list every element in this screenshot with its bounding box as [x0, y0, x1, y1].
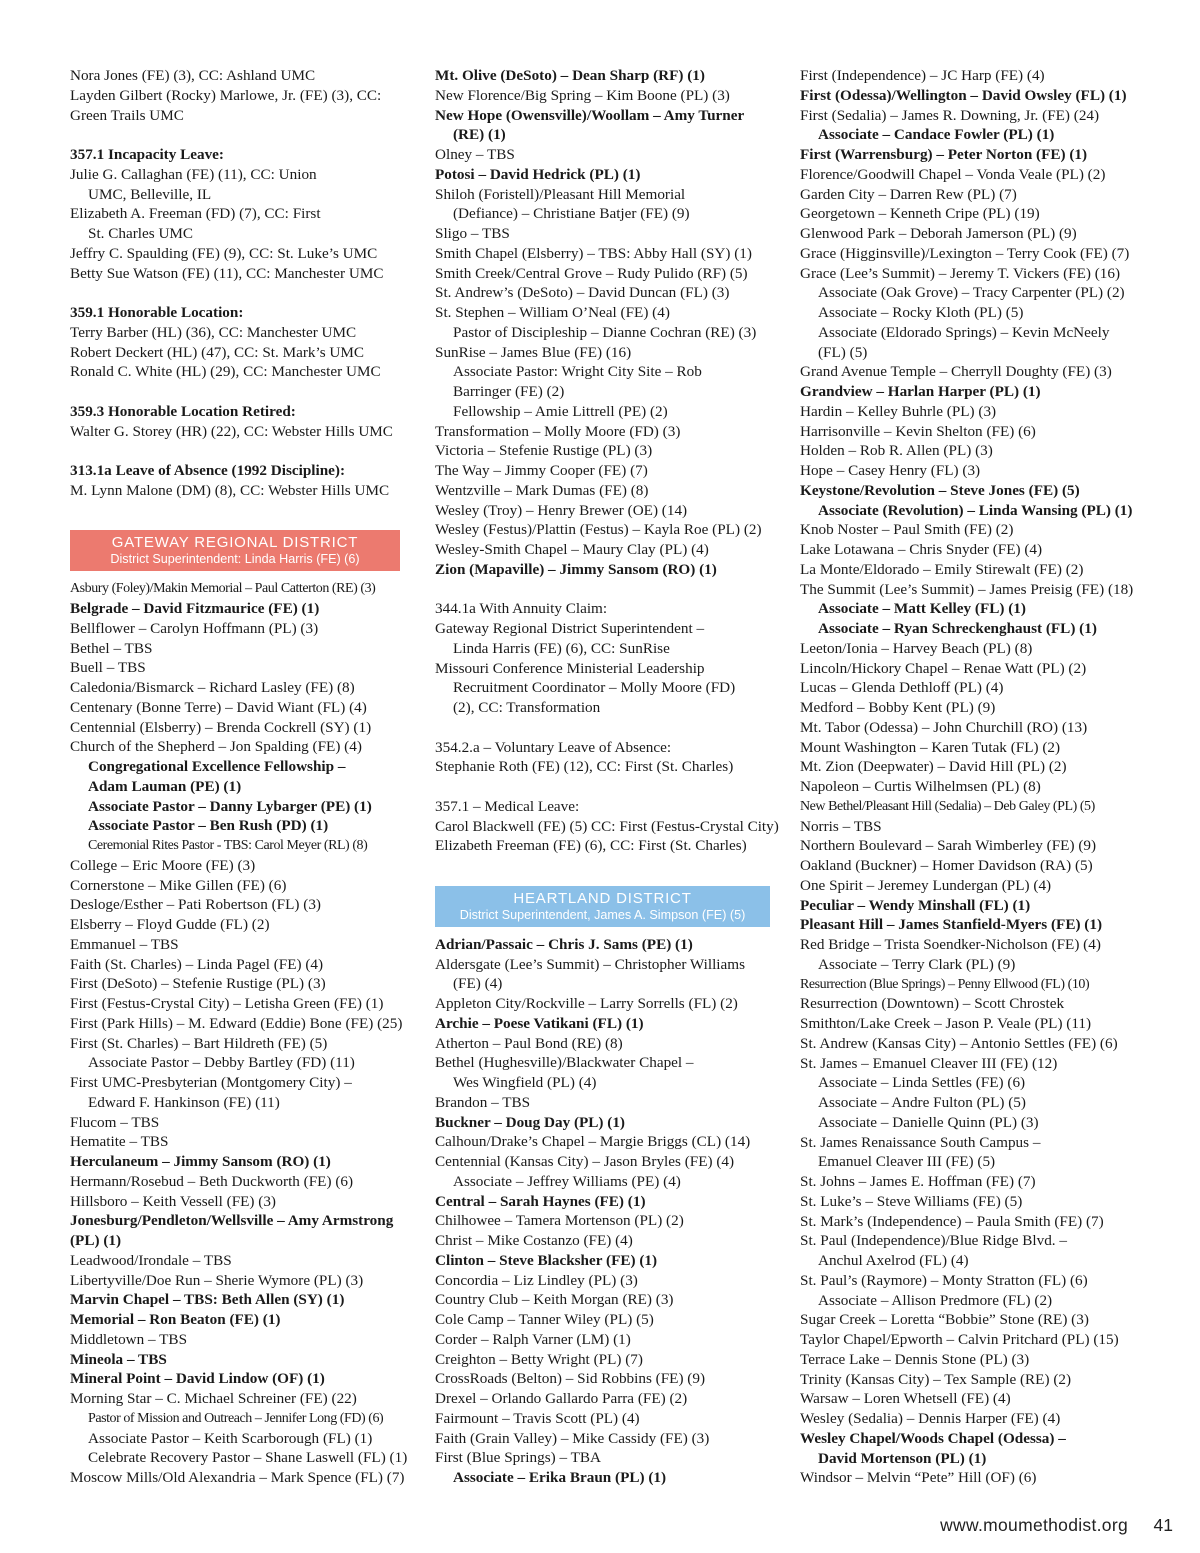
- appointment-line: Grand Avenue Temple – Cherryll Doughty (FE) (3): [800, 363, 1112, 381]
- appointment-line: Wes Wingfield (PL) (4): [453, 1074, 597, 1091]
- appointment-line: New Bethel/Pleasant Hill (Sedalia) – Deb Galey (PL) (5): [800, 798, 1095, 814]
- appointment-line-bold: Marvin Chapel – TBS: Beth Allen (SY) (1): [70, 1291, 345, 1309]
- appointment-line-bold: Associate – Candace Fowler (PL) (1): [818, 126, 1055, 144]
- column-middle: [435, 66, 779, 1488]
- appointment-line: Lucas – Glenda Dethloff (PL) (4): [800, 679, 1004, 697]
- appointment-line: Leadwood/Irondale – TBS: [70, 1251, 232, 1269]
- column-left: [70, 66, 408, 1488]
- appointment-line: Morning Star – C. Michael Schreiner (FE) (22): [70, 1390, 357, 1407]
- appointment-line: Associate – Danielle Quinn (PL) (3): [818, 1113, 1039, 1131]
- appointment-line-bold: Associate Pastor – Ben Rush (PD) (1): [88, 817, 329, 835]
- appointment-line: UMC, Belleville, IL: [88, 185, 212, 203]
- appointment-line: Associate – Linda Settles (FE) (6): [818, 1074, 1026, 1092]
- appointment-line: Edward F. Hankinson (FE) (11): [88, 1093, 280, 1111]
- appointment-line: Leeton/Ionia – Harvey Beach (PL) (8): [800, 639, 1033, 657]
- appointment-line: Creighton – Betty Wright (PL) (7): [435, 1350, 643, 1368]
- spacer: [435, 856, 770, 876]
- appointment-line: Cole Camp – Tanner Wiley (PL) (5): [435, 1311, 654, 1328]
- appointment-line: Atherton – Paul Bond (RE) (8): [435, 1034, 623, 1052]
- appointment-line: St. James Renaissance South Campus –: [800, 1133, 1041, 1151]
- appointment-line-bold: Potosi – David Hedrick (PL) (1): [435, 165, 641, 183]
- appointment-line: (2), CC: Transformation: [453, 699, 601, 716]
- appointment-line: (Defiance) – Christiane Batjer (FE) (9): [453, 205, 690, 223]
- appointment-line-bold: Associate – Ryan Schreckenghaust (FL) (1): [818, 620, 1097, 637]
- appointment-line: Glenwood Park – Deborah Jamerson (PL) (9): [800, 225, 1077, 242]
- appointment-line-bold: Pleasant Hill – James Stanfield-Myers (FE) (1): [800, 916, 1103, 934]
- appointment-line: Associate (Oak Grove) – Tracy Carpenter (PL) (2): [818, 284, 1125, 302]
- district-banner: [70, 530, 400, 571]
- appointment-line: The Way – Jimmy Cooper (FE) (7): [435, 462, 648, 479]
- appointment-line: Brandon – TBS: [435, 1093, 531, 1111]
- appointment-line: Ceremonial Rites Pastor - TBS: Carol Meyer (RL) (8): [88, 838, 368, 853]
- appointment-line: Associate – Andre Fulton (PL) (5): [818, 1094, 1026, 1111]
- appointment-line: CrossRoads (Belton) – Sid Robbins (FE) (9): [435, 1370, 706, 1388]
- appointment-line: Chilhowee – Tamera Mortenson (PL) (2): [435, 1212, 684, 1230]
- appointment-line: Associate – Rocky Kloth (PL) (5): [818, 304, 1024, 321]
- appointment-line: Trinity (Kansas City) – Tex Sample (RE) (2): [800, 1370, 1072, 1388]
- appointment-line: Hope – Casey Henry (FL) (3): [800, 462, 981, 479]
- appointment-line: First (Festus-Crystal City) – Letisha Green (FE) (1): [70, 995, 384, 1012]
- appointment-line: St. Paul (Independence)/Blue Ridge Blvd. –: [800, 1232, 1067, 1250]
- appointment-line-bold: Mt. Olive (DeSoto) – Dean Sharp (RF) (1): [435, 67, 705, 84]
- appointment-line: Layden Gilbert (Rocky) Marlowe, Jr. (FE) (3), CC:: [70, 86, 382, 104]
- appointment-line: Barringer (FE) (2): [453, 383, 565, 400]
- appointment-line: Victoria – Stefenie Rustige (PL) (3): [435, 442, 653, 460]
- appointment-line: La Monte/Eldorado – Emily Stirewalt (FE) (2): [800, 560, 1084, 578]
- appointment-line: Missouri Conference Ministerial Leadership: [435, 659, 705, 677]
- appointment-line: Olney – TBS: [435, 146, 515, 163]
- appointment-line-bold: Zion (Mapaville) – Jimmy Sansom (RO) (1): [435, 560, 717, 578]
- appointment-line-bold: New Hope (Owensville)/Woollam – Amy Turner: [435, 106, 745, 124]
- appointment-line: Hematite – TBS: [70, 1133, 169, 1151]
- appointment-line: (FL) (5): [818, 343, 868, 361]
- appointment-line: St. Stephen – William O’Neal (FE) (4): [435, 304, 670, 321]
- appointment-line: St. Andrew’s (DeSoto) – David Duncan (FL) (3): [435, 284, 730, 302]
- appointment-line: St. Mark’s (Independence) – Paula Smith (FE) (7): [800, 1212, 1104, 1230]
- appointment-line: First (Independence) – JC Harp (FE) (4): [800, 67, 1045, 84]
- appointment-line: Lincoln/Hickory Chapel – Renae Watt (PL) (2): [800, 659, 1087, 677]
- appointment-line: Resurrection (Blue Springs) – Penny Ellwood (FL) (10): [800, 976, 1090, 992]
- appointment-line: St. Charles UMC: [88, 225, 194, 242]
- appointment-line: Harrisonville – Kevin Shelton (FE) (6): [800, 422, 1036, 440]
- appointment-line: Oakland (Buckner) – Homer Davidson (RA) (5): [800, 857, 1093, 874]
- appointment-line: Grace (Lee’s Summit) – Jeremy T. Vickers (FE) (16): [800, 264, 1121, 282]
- appointment-line: Wesley-Smith Chapel – Maury Clay (PL) (4): [435, 541, 709, 558]
- appointment-line: The Summit (Lee’s Summit) – James Preisig (FE) (18): [800, 580, 1134, 598]
- appointment-line: Hermann/Rosebud – Beth Duckworth (FE) (6): [70, 1172, 354, 1190]
- appointment-line: Mt. Zion (Deepwater) – David Hill (PL) (2): [800, 758, 1067, 776]
- appointment-line: First (St. Charles) – Bart Hildreth (FE) (5): [70, 1034, 328, 1052]
- appointment-line: Elsberry – Floyd Gudde (FL) (2): [70, 916, 270, 933]
- appointment-line: Wesley (Troy) – Henry Brewer (OE) (14): [435, 501, 688, 519]
- appointment-line: Lake Lotawana – Chris Snyder (FE) (4): [800, 541, 1043, 558]
- appointment-line: Church of the Shepherd – Jon Spalding (FE) (4): [70, 738, 362, 756]
- spacer: [435, 718, 770, 738]
- appointment-line: Anchul Axelrod (FL) (4): [818, 1252, 969, 1269]
- appointment-line: Taylor Chapel/Epworth – Calvin Pritchard (PL) (15): [800, 1331, 1119, 1348]
- appointment-line: Robert Deckert (HL) (47), CC: St. Mark’s UMC: [70, 343, 365, 361]
- appointment-line: Carol Blackwell (FE) (5) CC: First (Festus-Crystal City): [435, 817, 779, 835]
- appointment-line: Pastor of Mission and Outreach – Jennifer Long (FD) (6): [88, 1410, 384, 1426]
- appointment-line: 344.1a With Annuity Claim:: [435, 600, 608, 618]
- appointment-line: (FE) (4): [453, 975, 503, 993]
- appointment-line-bold: First (Warrensburg) – Peter Norton (FE) (1): [800, 146, 1088, 163]
- appointment-line: Georgetown – Kenneth Cripe (PL) (19): [800, 205, 1040, 223]
- appointment-line: Associate (Eldorado Springs) – Kevin McNeely: [818, 323, 1110, 341]
- appointment-line: Country Club – Keith Morgan (RE) (3): [435, 1291, 674, 1309]
- appointment-line: Red Bridge – Trista Soendker-Nicholson (FE) (4): [800, 936, 1101, 953]
- appointment-line-bold: Adrian/Passaic – Chris J. Sams (PE) (1): [435, 935, 693, 953]
- appointment-line: Green Trails UMC: [70, 106, 184, 124]
- appointment-line-bold: Congregational Excellence Fellowship –: [88, 758, 346, 775]
- appointment-line: Wesley (Sedalia) – Dennis Harper (FE) (4): [800, 1410, 1061, 1427]
- appointment-line: Medford – Bobby Kent (PL) (9): [800, 699, 996, 716]
- appointment-line: Libertyville/Doe Run – Sherie Wymore (PL) (3): [70, 1271, 364, 1289]
- appointment-line-bold: Memorial – Ron Beaton (FE) (1): [70, 1311, 281, 1328]
- appointment-line: Emanuel Cleaver III (FE) (5): [818, 1153, 996, 1171]
- appointment-line: Bethel (Hughesville)/Blackwater Chapel –: [435, 1054, 694, 1072]
- spacer: [70, 125, 400, 145]
- appointment-line: Bethel – TBS: [70, 639, 153, 657]
- appointment-line: Asbury (Foley)/Makin Memorial – Paul Catterton (RE) (3): [70, 581, 376, 597]
- appointment-line: Napoleon – Curtis Wilhelmsen (PL) (8): [800, 778, 1041, 795]
- appointment-line: Centenary (Bonne Terre) – David Wiant (FL) (4): [70, 698, 367, 716]
- appointment-line-bold: Clinton – Steve Blacksher (FE) (1): [435, 1251, 658, 1269]
- appointment-line: Buell – TBS: [70, 659, 146, 677]
- district-banner: [435, 886, 770, 927]
- appointment-line: Drexel – Orlando Gallardo Parra (FE) (2): [435, 1390, 688, 1407]
- appointment-line: Faith (St. Charles) – Linda Pagel (FE) (4): [70, 955, 324, 973]
- appointment-line: First (DeSoto) – Stefenie Rustige (PL) (3): [70, 975, 326, 993]
- appointment-line: First UMC-Presbyterian (Montgomery City) –: [70, 1074, 352, 1091]
- appointment-line: Stephanie Roth (FE) (12), CC: First (St. Charles): [435, 758, 734, 776]
- spacer: [435, 580, 770, 600]
- appointment-line-bold: Archie – Poese Vatikani (FL) (1): [435, 1014, 644, 1032]
- footer-url[interactable]: www.moumethodist.org: [940, 1515, 1128, 1535]
- appointment-line-bold: Central – Sarah Haynes (FE) (1): [435, 1192, 646, 1210]
- appointment-line: Jeffry C. Spaulding (FE) (9), CC: St. Luke’s UMC: [70, 244, 378, 262]
- appointment-line: Elizabeth A. Freeman (FD) (7), CC: First: [70, 205, 321, 223]
- appointment-line: Bellflower – Carolyn Hoffmann (PL) (3): [70, 619, 319, 637]
- appointment-line: Christ – Mike Costanzo (FE) (4): [435, 1232, 633, 1249]
- appointment-line: Hillsboro – Keith Vessell (FE) (3): [70, 1192, 276, 1210]
- appointment-line: M. Lynn Malone (DM) (8), CC: Webster Hills UMC: [70, 481, 390, 499]
- appointment-line-bold: Associate Pastor – Danny Lybarger (PE) (1): [88, 797, 372, 815]
- appointment-line: New Florence/Big Spring – Kim Boone (PL) (3): [435, 86, 730, 104]
- appointment-line: Corder – Ralph Varner (LM) (1): [435, 1330, 631, 1348]
- appointment-line: 357.1 – Medical Leave:: [435, 797, 580, 815]
- appointment-line: St. Andrew (Kansas City) – Antonio Settles (FE) (6): [800, 1034, 1118, 1052]
- appointment-line: St. James – Emanuel Cleaver III (FE) (12): [800, 1054, 1058, 1072]
- appointment-line: Centennial (Kansas City) – Jason Bryles (FE) (4): [435, 1153, 735, 1170]
- appointment-line: Sugar Creek – Loretta “Bobbie” Stone (RE) (3): [800, 1311, 1089, 1329]
- appointment-line: Fellowship – Amie Littrell (PE) (2): [453, 402, 668, 420]
- appointment-line: Windsor – Melvin “Pete” Hill (OF) (6): [800, 1469, 1037, 1487]
- appointment-line: Pastor of Discipleship – Dianne Cochran (RE) (3): [453, 323, 757, 341]
- appointment-line: St. Luke’s – Steve Williams (FE) (5): [800, 1192, 1023, 1210]
- appointment-line: Garden City – Darren Rew (PL) (7): [800, 185, 1017, 203]
- appointment-line: Smith Creek/Central Grove – Rudy Pulido (RF) (5): [435, 264, 748, 282]
- appointment-line: Faith (Grain Valley) – Mike Cassidy (FE) (3): [435, 1429, 710, 1447]
- appointment-line: Celebrate Recovery Pastor – Shane Laswell (FL) (1): [88, 1449, 408, 1467]
- appointment-line: Desloge/Esther – Pati Robertson (FL) (3): [70, 896, 321, 914]
- appointment-line: Cornerstone – Mike Gillen (FE) (6): [70, 876, 287, 894]
- appointment-line-bold: Keystone/Revolution – Steve Jones (FE) (5): [800, 481, 1080, 499]
- appointment-line: College – Eric Moore (FE) (3): [70, 856, 256, 874]
- appointment-line-bold: Jonesburg/Pendleton/Wellsville – Amy Armstrong: [70, 1212, 394, 1230]
- appointment-line: Hardin – Kelley Buhrle (PL) (3): [800, 402, 997, 420]
- appointment-line: Resurrection (Downtown) – Scott Chrostek: [800, 995, 1065, 1013]
- appointment-line: Nora Jones (FE) (3), CC: Ashland UMC: [70, 67, 316, 84]
- appointment-line: Sligo – TBS: [435, 225, 510, 242]
- appointment-line: Linda Harris (FE) (6), CC: SunRise: [453, 639, 670, 657]
- appointment-line: Gateway Regional District Superintendent –: [435, 620, 705, 637]
- appointment-line: Associate Pastor – Debby Bartley (FD) (11): [88, 1054, 355, 1072]
- district-banner-title: GATEWAY REGIONAL DISTRICT: [111, 534, 359, 552]
- appointment-line: Betty Sue Watson (FE) (11), CC: Manchester UMC: [70, 264, 384, 282]
- appointment-line-bold: (PL) (1): [70, 1232, 122, 1249]
- spacer: [70, 501, 400, 521]
- appointment-line: Recruitment Coordinator – Molly Moore (FD): [453, 679, 736, 697]
- appointment-line: 354.2.a – Voluntary Leave of Absence:: [435, 738, 672, 756]
- appointment-line: Moscow Mills/Old Alexandria – Mark Spence (FL) (7): [70, 1469, 405, 1486]
- appointment-line: Associate – Terry Clark (PL) (9): [818, 955, 1016, 973]
- appointment-line: Florence/Goodwill Chapel – Vonda Veale (PL) (2): [800, 165, 1106, 183]
- appointment-line: First (Park Hills) – M. Edward (Eddie) Bone (FE) (25): [70, 1014, 403, 1032]
- spacer: [70, 283, 400, 303]
- appointment-line-bold: Adam Lauman (PE) (1): [88, 777, 242, 795]
- district-banner-title: HEARTLAND DISTRICT: [513, 889, 692, 907]
- appointment-line-bold: Wesley Chapel/Woods Chapel (Odessa) –: [800, 1429, 1066, 1447]
- appointment-line: Walter G. Storey (HR) (22), CC: Webster Hills UMC: [70, 422, 393, 440]
- appointment-line-bold: Belgrade – David Fitzmaurice (FE) (1): [70, 600, 320, 617]
- appointment-line: Concordia – Liz Lindley (PL) (3): [435, 1271, 638, 1289]
- appointment-line: Centennial (Elsberry) – Brenda Cockrell (SY) (1): [70, 718, 372, 736]
- appointment-line: Elizabeth Freeman (FE) (6), CC: First (St. Charles): [435, 837, 747, 855]
- appointment-line-bold: (RE) (1): [453, 126, 506, 144]
- column-right: [800, 66, 1140, 1488]
- appointment-line: Fairmount – Travis Scott (PL) (4): [435, 1409, 640, 1427]
- spacer: [70, 382, 400, 402]
- spacer: [70, 441, 400, 461]
- appointment-line-bold: Herculaneum – Jimmy Sansom (RO) (1): [70, 1153, 331, 1170]
- appointment-line-bold: Associate – Matt Kelley (FL) (1): [818, 600, 1026, 618]
- appointment-line: St. Paul’s (Raymore) – Monty Stratton (FL) (6): [800, 1271, 1088, 1289]
- appointment-line: Warsaw – Loren Whetsell (FE) (4): [800, 1390, 1011, 1408]
- appointment-line: Wentzville – Mark Dumas (FE) (8): [435, 481, 649, 499]
- appointment-line-bold: Peculiar – Wendy Minshall (FL) (1): [800, 896, 1031, 914]
- appointment-line: First (Blue Springs) – TBA: [435, 1449, 601, 1467]
- appointment-line-bold: Associate – Erika Braun (PL) (1): [453, 1469, 667, 1486]
- appointment-line-bold: Grandview – Harlan Harper (PL) (1): [800, 383, 1041, 400]
- appointment-line-bold: Mineral Point – David Lindow (OF) (1): [70, 1370, 325, 1388]
- appointment-line-bold: David Mortenson (PL) (1): [818, 1449, 987, 1467]
- appointment-line: First (Sedalia) – James R. Downing, Jr. (FE) (24): [800, 106, 1100, 124]
- appointment-line: Shiloh (Foristell)/Pleasant Hill Memorial: [435, 185, 686, 203]
- spacer: [435, 777, 770, 797]
- appointment-line: Mount Washington – Karen Tutak (FL) (2): [800, 738, 1061, 756]
- appointment-line: Northern Boulevard – Sarah Wimberley (FE) (9): [800, 837, 1097, 855]
- appointment-line: Holden – Rob R. Allen (PL) (3): [800, 442, 993, 460]
- appointment-line: Emmanuel – TBS: [70, 935, 179, 953]
- appointment-line: Terrace Lake – Dennis Stone (PL) (3): [800, 1350, 1030, 1368]
- appointment-line: Smithton/Lake Creek – Jason P. Veale (PL) (11): [800, 1015, 1092, 1032]
- appointment-line: Smith Chapel (Elsberry) – TBS: Abby Hall (SY) (1): [435, 244, 752, 262]
- appointment-line: Associate Pastor – Keith Scarborough (FL) (1): [88, 1429, 373, 1447]
- appointment-line: Knob Noster – Paul Smith (FE) (2): [800, 521, 1014, 539]
- appointment-line-bold: Associate (Revolution) – Linda Wansing (PL) (1): [818, 501, 1133, 519]
- appointment-line: One Spirit – Jeremey Lundergan (PL) (4): [800, 876, 1052, 894]
- appointment-line-bold: Buckner – Doug Day (PL) (1): [435, 1113, 625, 1131]
- appointment-line-bold: 313.1a Leave of Absence (1992 Discipline):: [70, 462, 346, 479]
- appointment-line-bold: 359.1 Honorable Location:: [70, 304, 244, 321]
- appointment-line: Caledonia/Bismarck – Richard Lasley (FE) (8): [70, 679, 355, 696]
- appointment-line-bold: Mineola – TBS: [70, 1350, 167, 1368]
- appointment-line-bold: 359.3 Honorable Location Retired:: [70, 402, 296, 420]
- appointment-line: Transformation – Molly Moore (FD) (3): [435, 422, 681, 440]
- appointment-line: Associate – Jeffrey Williams (PE) (4): [453, 1172, 681, 1190]
- appointment-line: Norris – TBS: [800, 817, 882, 835]
- appointment-line-bold: 357.1 Incapacity Leave:: [70, 146, 224, 163]
- appointment-line: Wesley (Festus)/Plattin (Festus) – Kayla Roe (PL) (2): [435, 521, 762, 539]
- appointment-line: Julie G. Callaghan (FE) (11), CC: Union: [70, 165, 317, 183]
- appointment-line: Middletown – TBS: [70, 1330, 188, 1348]
- appointment-line: SunRise – James Blue (FE) (16): [435, 343, 632, 361]
- appointment-line: Flucom – TBS: [70, 1113, 160, 1131]
- district-banner-superintendent: District Superintendent: Linda Harris (FE) (6): [110, 552, 360, 567]
- appointment-line: Appleton City/Rockville – Larry Sorrells (FL) (2): [435, 995, 738, 1012]
- appointment-line: Terry Barber (HL) (36), CC: Manchester UMC: [70, 323, 357, 341]
- appointment-line: Aldersgate (Lee’s Summit) – Christopher Williams: [435, 955, 745, 973]
- district-banner-superintendent: District Superintendent, James A. Simpson (FE) (5): [459, 907, 746, 922]
- appointment-line: Ronald C. White (HL) (29), CC: Manchester UMC: [70, 363, 381, 381]
- appointment-line: Grace (Higginsville)/Lexington – Terry Cook (FE) (7): [800, 244, 1130, 262]
- appointment-line: St. Johns – James E. Hoffman (FE) (7): [800, 1173, 1036, 1190]
- appointment-line: Associate – Allison Predmore (FL) (2): [818, 1291, 1053, 1309]
- appointment-line: Associate Pastor: Wright City Site – Rob: [453, 363, 702, 381]
- appointment-line: Mt. Tabor (Odessa) – John Churchill (RO) (13): [800, 718, 1088, 736]
- appointment-line: Calhoun/Drake’s Chapel – Margie Briggs (CL) (14): [435, 1133, 751, 1151]
- appointment-line-bold: First (Odessa)/Wellington – David Owsley (FL) (1): [800, 86, 1127, 104]
- page-number: 41: [1153, 1515, 1173, 1535]
